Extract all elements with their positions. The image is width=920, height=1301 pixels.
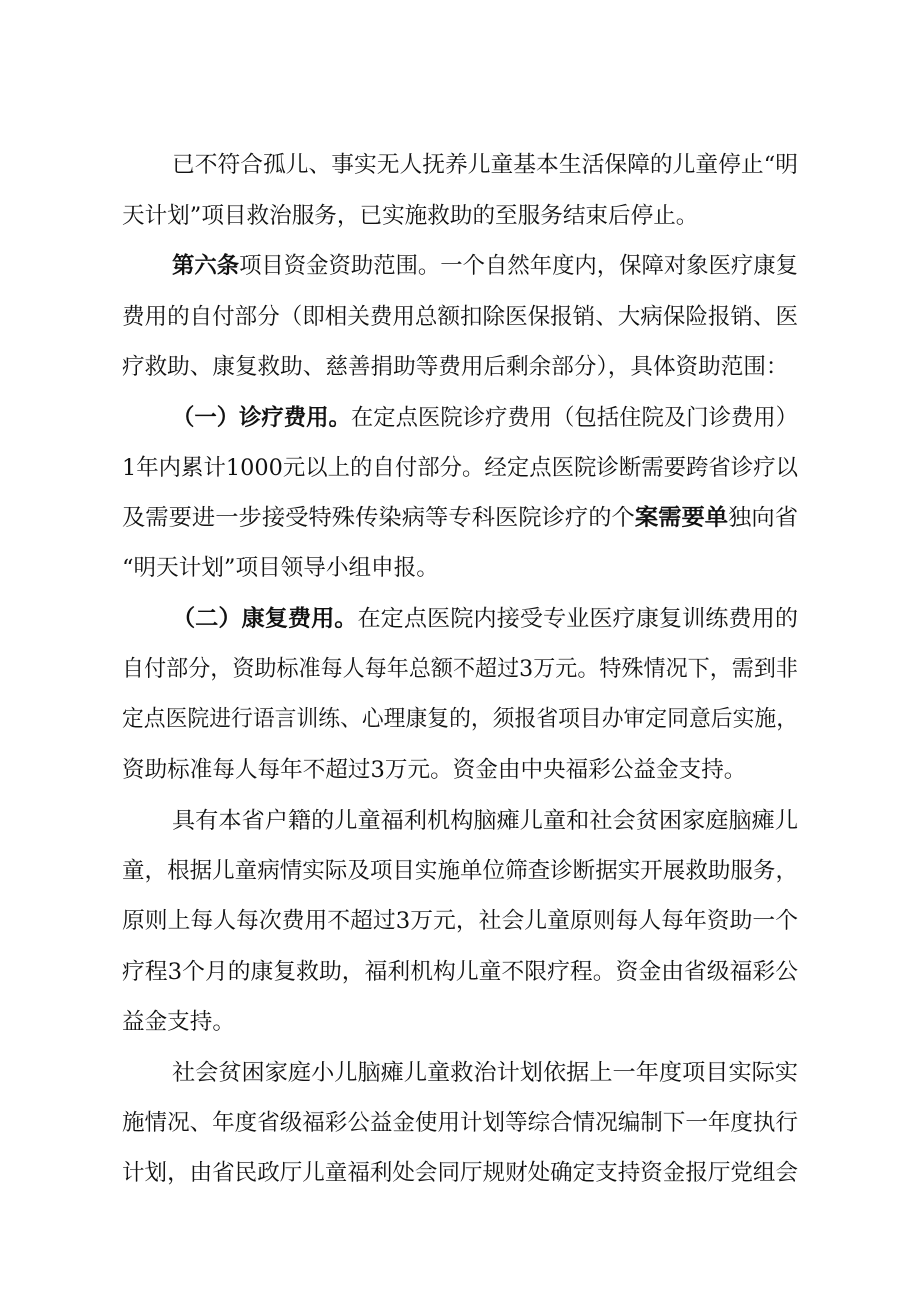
- line-content: [122, 654, 798, 684]
- bold-text-segment: 第六条: [172, 253, 240, 279]
- text-segment: 童，根据儿童病情实际及项目实施单位筛查诊断据实开展救助服务，: [122, 858, 798, 884]
- text-segment: 费用的自付部分（即相关费用总额扣除医保报销、大病保险报销、医: [122, 304, 798, 330]
- text-segment: 具有本省户籍的儿童福利机构脑瘫儿童和社会贫困家庭脑瘫儿: [172, 808, 798, 834]
- text-line: [0, 302, 920, 332]
- text-line: [0, 1007, 920, 1037]
- text-segment: 天计划”项目救治服务，已实施救助的至服务结束后停止。: [122, 203, 699, 229]
- text-segment: 在定点医院诊疗费用（包括住院及门诊费用）: [350, 405, 798, 431]
- text-line: [0, 403, 920, 433]
- line-content: [122, 704, 798, 734]
- line-content: [122, 302, 798, 332]
- text-line: [0, 806, 920, 836]
- text-segment: 定点医院进行语言训练、心理康复的，须报省项目办审定同意后实施，: [122, 706, 798, 732]
- line-content: [172, 403, 798, 433]
- text-segment: 益金支持。: [122, 1009, 235, 1035]
- text-line: [0, 704, 920, 734]
- text-line: [0, 755, 920, 785]
- text-line: [0, 654, 920, 684]
- line-content: [172, 806, 798, 836]
- line-content: [122, 1158, 798, 1188]
- line-content: [122, 553, 439, 583]
- text-line: [0, 352, 920, 382]
- text-segment: “明天计划”项目领导小组申报。: [122, 555, 439, 581]
- line-content: [122, 957, 798, 987]
- text-line: [0, 553, 920, 583]
- text-segment: 社会贫困家庭小儿脑瘫儿童救治计划依据上一年度项目实际实: [172, 1060, 798, 1086]
- text-segment: 计划，由省民政厅儿童福利处会同厅规财处确定支持资金报厅党组会: [122, 1160, 798, 1186]
- line-content: [122, 1007, 235, 1037]
- text-line: [0, 1108, 920, 1138]
- line-content: [172, 604, 798, 634]
- text-segment: 独向省: [728, 505, 798, 531]
- bold-text-segment: 案需要单: [634, 505, 729, 531]
- text-line: [0, 604, 920, 634]
- line-content: [122, 201, 698, 231]
- line-content: [172, 1058, 798, 1088]
- line-content: [122, 352, 789, 382]
- text-line: [0, 201, 920, 231]
- text-line: [0, 856, 920, 886]
- text-line: [0, 1058, 920, 1088]
- text-line: [0, 957, 920, 987]
- text-segment: 自付部分，资助标准每人每年总额不超过3万元。特殊情况下，需到非: [122, 656, 798, 682]
- text-segment: 及需要进一步接受特殊传染病等专科医院诊疗的个: [122, 505, 635, 531]
- bold-text-segment: （二）康复费用。: [172, 606, 358, 632]
- line-content: [172, 251, 798, 281]
- line-content: [122, 755, 746, 785]
- line-content: [122, 503, 798, 533]
- text-segment: 在定点医院内接受专业医疗康复训练费用的: [357, 606, 798, 632]
- text-segment: 1年内累计1000元以上的自付部分。经定点医院诊断需要跨省诊疗以: [122, 455, 798, 481]
- text-line: [0, 503, 920, 533]
- line-content: [122, 856, 798, 886]
- text-segment: 疗程3个月的康复救助，福利机构儿童不限疗程。资金由省级福彩公: [122, 959, 798, 985]
- text-segment: 资助标准每人每年不超过3万元。资金由中央福彩公益金支持。: [122, 757, 747, 783]
- bold-text-segment: （一）诊疗费用。: [172, 405, 351, 431]
- text-line: [0, 453, 920, 483]
- line-content: [122, 906, 798, 936]
- text-segment: 疗救助、康复救助、慈善捐助等费用后剩余部分），具体资助范围：: [122, 354, 789, 380]
- line-content: [122, 453, 798, 483]
- text-segment: 项目资金资助范围。一个自然年度内，保障对象医疗康复: [239, 253, 799, 279]
- text-line: [0, 251, 920, 281]
- text-segment: 已不符合孤儿、事实无人抚养儿童基本生活保障的儿童停止“明: [172, 152, 798, 178]
- line-content: [172, 150, 798, 180]
- text-segment: 原则上每人每次费用不超过3万元，社会儿童原则每人每年资助一个: [122, 908, 798, 934]
- text-line: [0, 150, 920, 180]
- text-line: [0, 1158, 920, 1188]
- line-content: [122, 1108, 798, 1138]
- text-line: [0, 906, 920, 936]
- text-segment: 施情况、年度省级福彩公益金使用计划等综合情况编制下一年度执行: [122, 1110, 798, 1136]
